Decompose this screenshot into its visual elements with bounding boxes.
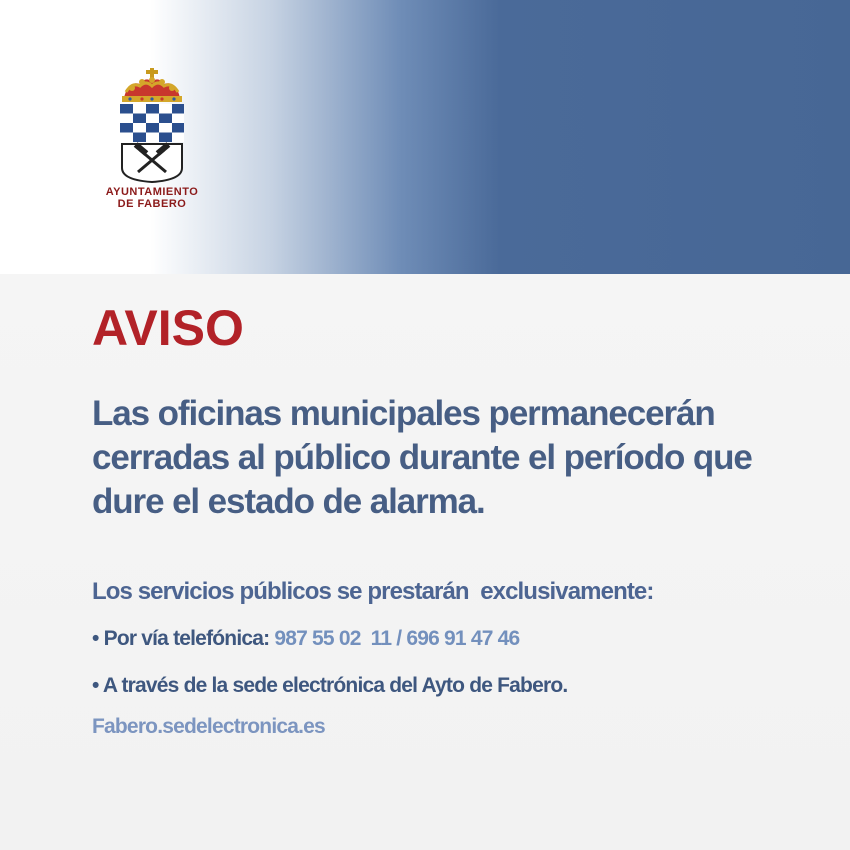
phone-numbers[interactable]: 987 55 02 11 / 696 91 47 46 bbox=[274, 627, 520, 650]
electronic-office-label: A través de la sede electrónica del Ayto de Fabero. bbox=[102, 674, 568, 697]
header-banner bbox=[0, 0, 850, 274]
checkered-shield-icon bbox=[120, 104, 184, 142]
crown-icon bbox=[122, 68, 182, 102]
electronic-office-item bbox=[92, 672, 832, 700]
bullet-dot: • bbox=[92, 627, 99, 650]
phone-service-label: Por vía telefónica: bbox=[103, 627, 270, 650]
crown-shield-icon bbox=[82, 68, 222, 184]
coat-of-arms-logo bbox=[82, 68, 222, 218]
phone-service-item bbox=[92, 625, 832, 653]
logo-line-1: AYUNTAMIENTO bbox=[105, 186, 199, 198]
notice-title: AVISO bbox=[92, 300, 244, 356]
notice-message: Las oficinas municipales permanecerán cerradas al público durante el período que dure el estado de alarma. bbox=[92, 394, 752, 521]
notice-panel bbox=[0, 274, 850, 850]
logo-line-2: DE FABERO bbox=[117, 198, 187, 210]
bullet-dot: • bbox=[92, 674, 99, 697]
crossed-hammers-icon bbox=[122, 142, 182, 182]
services-heading: Los servicios públicos se prestarán exclusivamente: bbox=[92, 578, 654, 605]
sede-electronica-link[interactable]: Fabero.sedelectronica.es bbox=[92, 715, 325, 738]
